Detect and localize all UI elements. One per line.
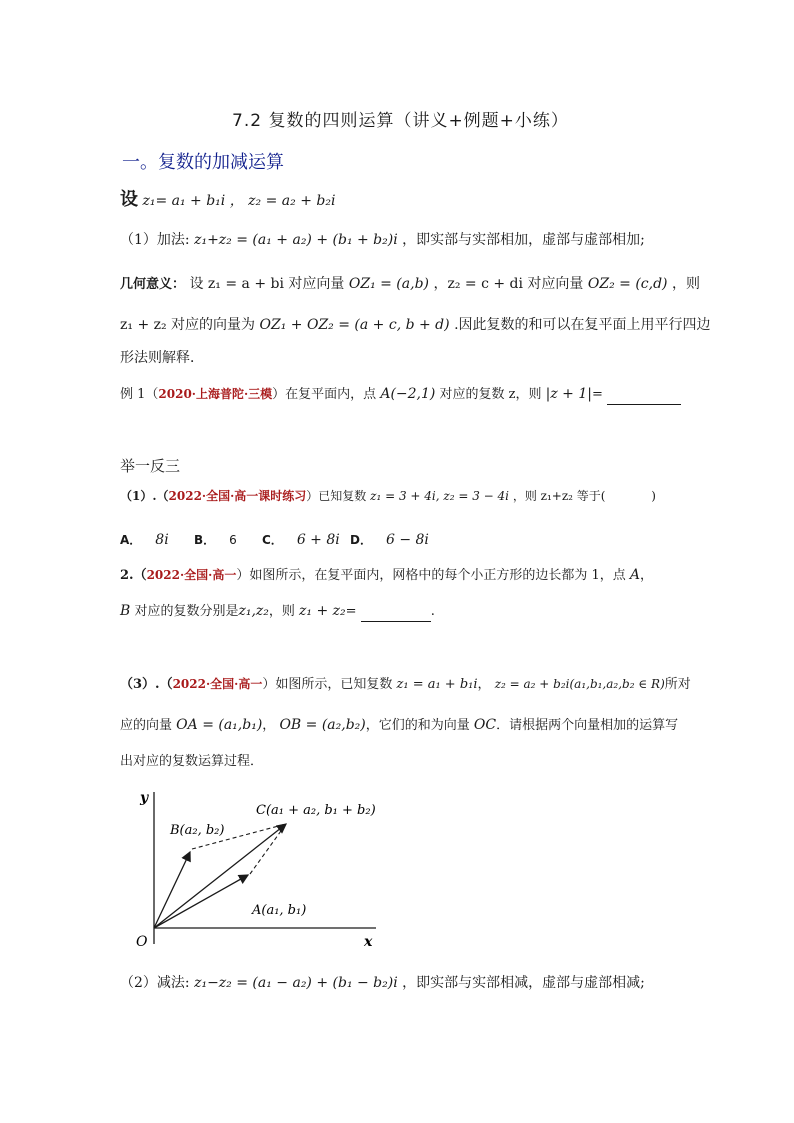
vector-sum: OZ₁ + OZ₂ = (a + c, b + d) bbox=[259, 317, 450, 333]
addition-formula: z₁+z₂ = (a₁ + a₂) + (b₁ + b₂)i bbox=[194, 232, 398, 248]
addition-explain: ，即实部与实部相加，虚部与虚部相加; bbox=[402, 232, 645, 248]
q2-text-c: ，则 bbox=[268, 604, 295, 619]
geometry-text-1a: 设 z₁ = a + bi 对应向量 bbox=[189, 276, 345, 292]
q1-option-d[interactable] bbox=[350, 531, 429, 548]
q1-expr: z₁ = 3 + 4i, z₂ = 3 − 4i bbox=[370, 489, 509, 503]
q1-option-d-label: D． bbox=[350, 533, 372, 547]
setup-prefix: 设 bbox=[120, 189, 138, 210]
q1-option-a[interactable] bbox=[120, 531, 169, 548]
q1-prefix: （1）.（ bbox=[120, 489, 169, 503]
q2-eq: = bbox=[345, 604, 357, 619]
question-1 bbox=[120, 486, 656, 506]
vector-oz2: OZ₂ = (c,d) bbox=[587, 276, 668, 292]
example-1 bbox=[120, 384, 681, 405]
q3-text-f: ．请根据两个向量相加的运算写 bbox=[496, 718, 679, 733]
q3-text-e: ，它们的和为向量 bbox=[365, 718, 470, 733]
q1-option-c[interactable] bbox=[262, 531, 340, 548]
q1-text-a: ）已知复数 bbox=[306, 489, 367, 503]
question-2: 2.（2022·全国·高一）如图所示，在复平面内，网格中的每个小正方形的边长都为 1，点 A， bbox=[120, 567, 654, 583]
q3-text-c: 应的向量 bbox=[120, 718, 173, 733]
q1-option-b-label: B． bbox=[194, 533, 216, 547]
q3-expr-2: z₂ = a₂ + b₂i(a₁,b₁,a₂,b₂ ∈ R) bbox=[494, 677, 665, 691]
q2-point-b: B bbox=[120, 603, 131, 619]
q2-expr: z₁,z₂ bbox=[238, 603, 269, 619]
q1-text-b: ，则 z₁+z₂ 等于( bbox=[512, 489, 606, 503]
subtraction-formula: z₁−z₂ = (a₁ − a₂) + (b₁ − b₂)i bbox=[194, 975, 398, 991]
q2-answer-blank[interactable] bbox=[361, 607, 431, 622]
subtraction-label: （2）减法: bbox=[120, 975, 190, 991]
example-1-point: A(−2,1) bbox=[380, 386, 436, 402]
geometry-line-3: 形法则解释． bbox=[120, 350, 204, 366]
q2-source: 2022·全国·高一 bbox=[146, 568, 237, 582]
q1-option-a-value: 8i bbox=[155, 532, 169, 548]
origin-label: O bbox=[136, 934, 148, 950]
setup-line bbox=[120, 190, 335, 211]
section-heading: 一。复数的加减运算 bbox=[122, 152, 284, 173]
question-3 bbox=[120, 674, 691, 695]
q3-text-d: ， bbox=[262, 718, 276, 733]
q2-text-b: 对应的复数分别是 bbox=[134, 604, 239, 619]
q3-text-b: 所对 bbox=[664, 677, 691, 692]
q1-option-b[interactable] bbox=[194, 531, 237, 548]
q1-source: 2022·全国·高一课时练习 bbox=[168, 489, 307, 503]
vector-oa: OA = (a₁,b₁) bbox=[176, 717, 263, 733]
example-1-eq: = bbox=[591, 387, 603, 402]
addition-label: （1）加法: bbox=[120, 232, 190, 248]
dashed-edge-ac bbox=[250, 824, 286, 874]
question-2-line-2 bbox=[120, 601, 435, 622]
q1-option-c-label: C． bbox=[262, 533, 283, 547]
q1-option-b-value: 6 bbox=[229, 533, 237, 547]
q3-source: 2022·全国·高一 bbox=[172, 677, 263, 691]
q3-text-a: ）如图所示，已知复数 bbox=[262, 677, 393, 692]
q1-close: ) bbox=[651, 489, 656, 503]
subtraction-line bbox=[120, 973, 645, 993]
question-3-line-3: 出对应的复数运算过程． bbox=[120, 754, 264, 769]
geometry-text-2b: .因此复数的和可以在复平面上用平行四边 bbox=[454, 317, 711, 333]
vector-oa-arrow bbox=[154, 875, 248, 928]
q2-text-a: ）如图所示，在复平面内，网格中的每个小正方形的边长都为 1，点 bbox=[236, 568, 626, 583]
setup-expr: z₁= a₁ + b₁i ， z₂ = a₂ + b₂i bbox=[142, 193, 336, 209]
q2-end: . bbox=[430, 604, 435, 619]
point-c-label: C(a₁ + a₂, b₁ + b₂) bbox=[256, 803, 376, 818]
vector-parallelogram-figure bbox=[118, 784, 388, 954]
q3-expr-1: z₁ = a₁ + b₁i bbox=[396, 677, 478, 692]
practice-heading: 举一反三 bbox=[120, 457, 181, 475]
geometry-text-1b: ，z₂ = c + di 对应向量 bbox=[433, 276, 584, 292]
point-b-label: B(a₂, b₂) bbox=[170, 823, 225, 838]
point-a-label: A(a₁, b₁) bbox=[252, 903, 307, 918]
subtraction-explain: ，即实部与实部相减，虚部与虚部相减; bbox=[402, 975, 645, 991]
geometry-line-1 bbox=[120, 274, 700, 295]
vector-ob-arrow bbox=[154, 852, 190, 928]
example-1-abs: |z + 1| bbox=[545, 386, 592, 402]
geometry-label: 几何意义： bbox=[120, 277, 186, 292]
x-axis-label: x bbox=[364, 934, 373, 950]
q2-prefix: 2.（ bbox=[120, 568, 147, 583]
page-title: 7.2 复数的四则运算（讲义+例题+小练） bbox=[232, 111, 569, 131]
answer-blank[interactable] bbox=[607, 390, 681, 405]
addition-line bbox=[120, 230, 645, 250]
geometry-line-2 bbox=[120, 315, 711, 335]
q3-sep: ， bbox=[477, 677, 491, 692]
example-1-prefix: 例 1（ bbox=[120, 387, 159, 402]
q1-option-d-value: 6 − 8i bbox=[385, 532, 429, 548]
geometry-text-1c: ，则 bbox=[671, 276, 700, 292]
q2-sum: z₁ + z₂ bbox=[299, 603, 346, 619]
vector-oz1: OZ₁ = (a,b) bbox=[348, 276, 429, 292]
question-3-line-2 bbox=[120, 715, 678, 736]
vector-oc: OC bbox=[473, 717, 497, 733]
q1-option-a-label: A． bbox=[120, 533, 142, 547]
q1-option-c-value: 6 + 8i bbox=[296, 532, 340, 548]
example-1-text-a: ）在复平面内，点 bbox=[272, 387, 377, 402]
example-1-text-b: 对应的复数 z，则 bbox=[439, 387, 542, 402]
q3-prefix: （3）.（ bbox=[120, 677, 173, 692]
q2-point-a: A bbox=[629, 567, 641, 583]
vector-ob: OB = (a₂,b₂) bbox=[279, 717, 366, 733]
y-axis-label: y bbox=[140, 790, 149, 806]
example-1-source: 2020·上海普陀·三模 bbox=[158, 387, 273, 401]
geometry-text-2a: z₁ + z₂ 对应的向量为 bbox=[120, 317, 256, 333]
